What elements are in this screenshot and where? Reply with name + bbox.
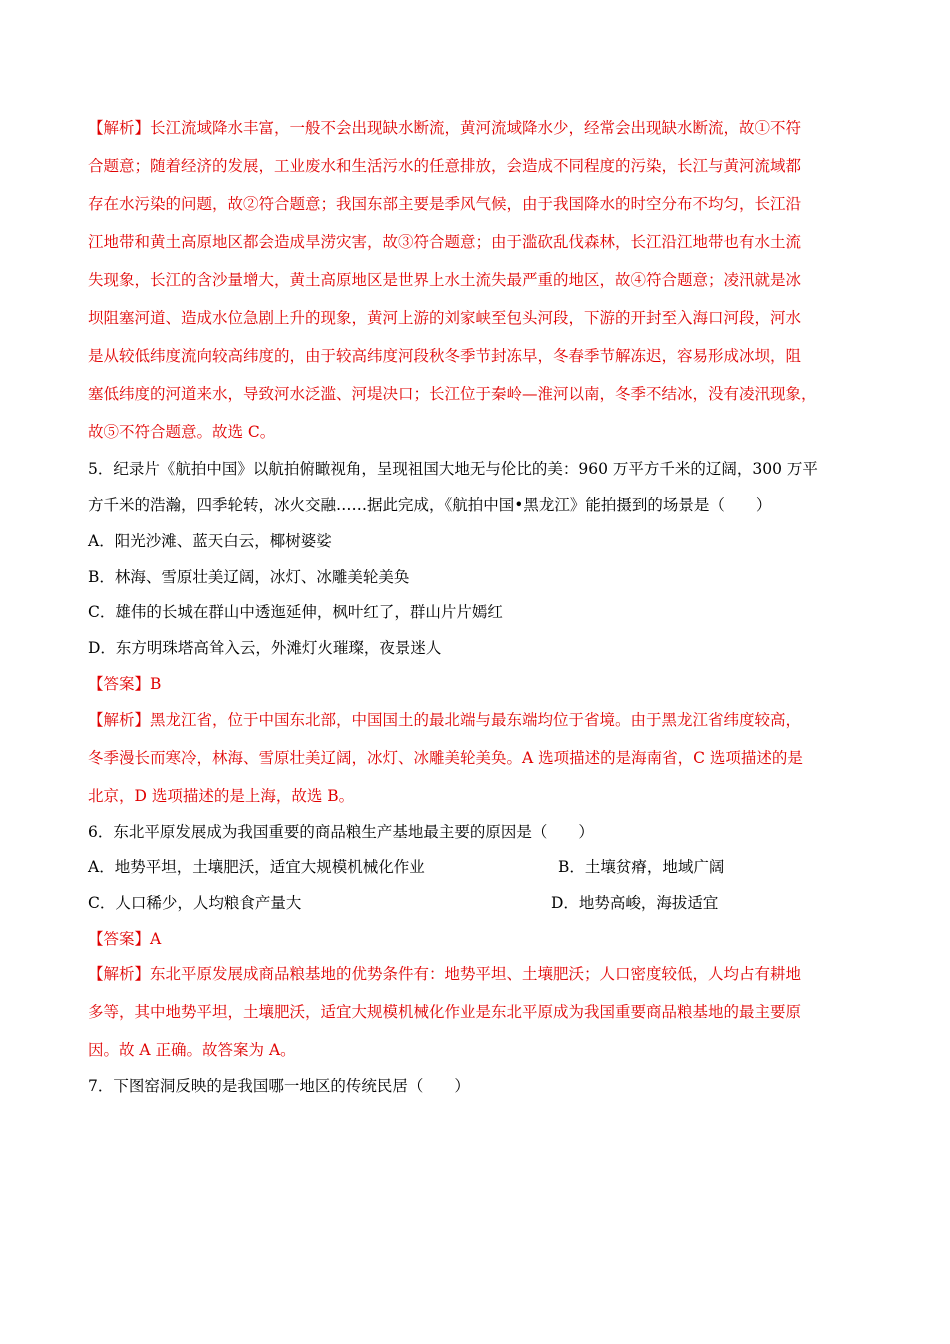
q6-stem: 6．东北平原发展成为我国重要的商品粮生产基地最主要的原因是（ ） (88, 823, 594, 841)
q4-analysis-line-6: 坝阻塞河道、造成水位急剧上升的现象，黄河上游的刘家峡至包头河段，下游的开封至入海口河段，河水 (88, 309, 802, 327)
q5-answer: 【答案】B (88, 675, 162, 693)
q5-analysis-line-2: 冬季漫长而寒冷，林海、雪原壮美辽阔，冰灯、冰雕美轮美奂。A 选项描述的是海南省，C 选项描述的是 (88, 749, 803, 767)
q4-analysis-line-2: 合题意；随着经济的发展，工业废水和生活污水的任意排放，会造成不同程度的污染，长江与黄河流域都 (88, 157, 802, 175)
q5-stem-line-1: 5．纪录片《航拍中国》以航拍俯瞰视角，呈现祖国大地无与伦比的美：960 万平方千米的辽阔，300 万平 (88, 460, 818, 478)
q6-analysis-line-3: 因。故 A 正确。故答案为 A。 (88, 1041, 296, 1059)
q5-option-a: A．阳光沙滩、蓝天白云，椰树婆娑 (88, 532, 332, 550)
q6-option-c: C．人口稀少，人均粮食产量大 (88, 894, 302, 912)
q4-analysis-line-7: 是从较低纬度流向较高纬度的，由于较高纬度河段秋冬季节封冻早，冬春季节解冻迟，容易形成冰坝，阻 (88, 347, 802, 365)
q5-option-d: D．东方明珠塔高耸入云，外滩灯火璀璨，夜景迷人 (88, 639, 442, 657)
q7-stem: 7．下图窑洞反映的是我国哪一地区的传统民居（ ） (88, 1077, 470, 1095)
q4-analysis-line-3: 存在水污染的问题，故②符合题意；我国东部主要是季风气候，由于我国降水的时空分布不均匀，长江沿 (88, 195, 802, 213)
q5-analysis-line-1: 【解析】黑龙江省，位于中国东北部，中国国土的最北端与最东端均位于省境。由于黑龙江省纬度较高， (88, 711, 802, 729)
q6-option-b: B．土壤贫瘠，地域广阔 (558, 858, 725, 876)
q4-analysis-line-1: 【解析】长江流域降水丰富，一般不会出现缺水断流，黄河流域降水少，经常会出现缺水断流，故①不符 (88, 119, 802, 137)
q6-analysis-line-2: 多等，其中地势平坦，土壤肥沃，适宜大规模机械化作业是东北平原成为我国重要商品粮基地的最主要原 (88, 1003, 802, 1021)
q5-option-b: B．林海、雪原壮美辽阔，冰灯、冰雕美轮美奂 (88, 568, 410, 586)
q6-option-a: A．地势平坦，土壤肥沃，适宜大规模机械化作业 (88, 858, 425, 876)
q4-analysis-line-5: 失现象，长江的含沙量增大，黄土高原地区是世界上水土流失最严重的地区，故④符合题意；凌汛就是冰 (88, 271, 802, 289)
q5-option-c: C．雄伟的长城在群山中透迤延伸，枫叶红了，群山片片嫣红 (88, 603, 503, 621)
q5-analysis-line-3: 北京，D 选项描述的是上海，故选 B。 (88, 787, 355, 805)
q6-option-d: D．地势高峻，海拔适宜 (551, 894, 719, 912)
q6-analysis-line-1: 【解析】东北平原发展成商品粮基地的优势条件有：地势平坦、土壤肥沃；人口密度较低，人均占有耕地 (88, 965, 802, 983)
q4-analysis-line-8: 塞低纬度的河道来水，导致河水泛滥、河堤决口；长江位于秦岭—淮河以南，冬季不结冰，没有凌汛现象， (88, 385, 817, 403)
q5-stem-line-2: 方千米的浩瀚，四季轮转，冰火交融……据此完成，《航拍中国•黑龙江》能拍摄到的场景是（ ） (88, 496, 772, 514)
q4-analysis-line-9: 故⑤不符合题意。故选 C。 (88, 423, 276, 441)
q4-analysis-line-4: 江地带和黄土高原地区都会造成旱涝灾害，故③符合题意；由于滥砍乱伐森林，长江沿江地带也有水土流 (88, 233, 802, 251)
q6-answer: 【答案】A (88, 930, 162, 948)
